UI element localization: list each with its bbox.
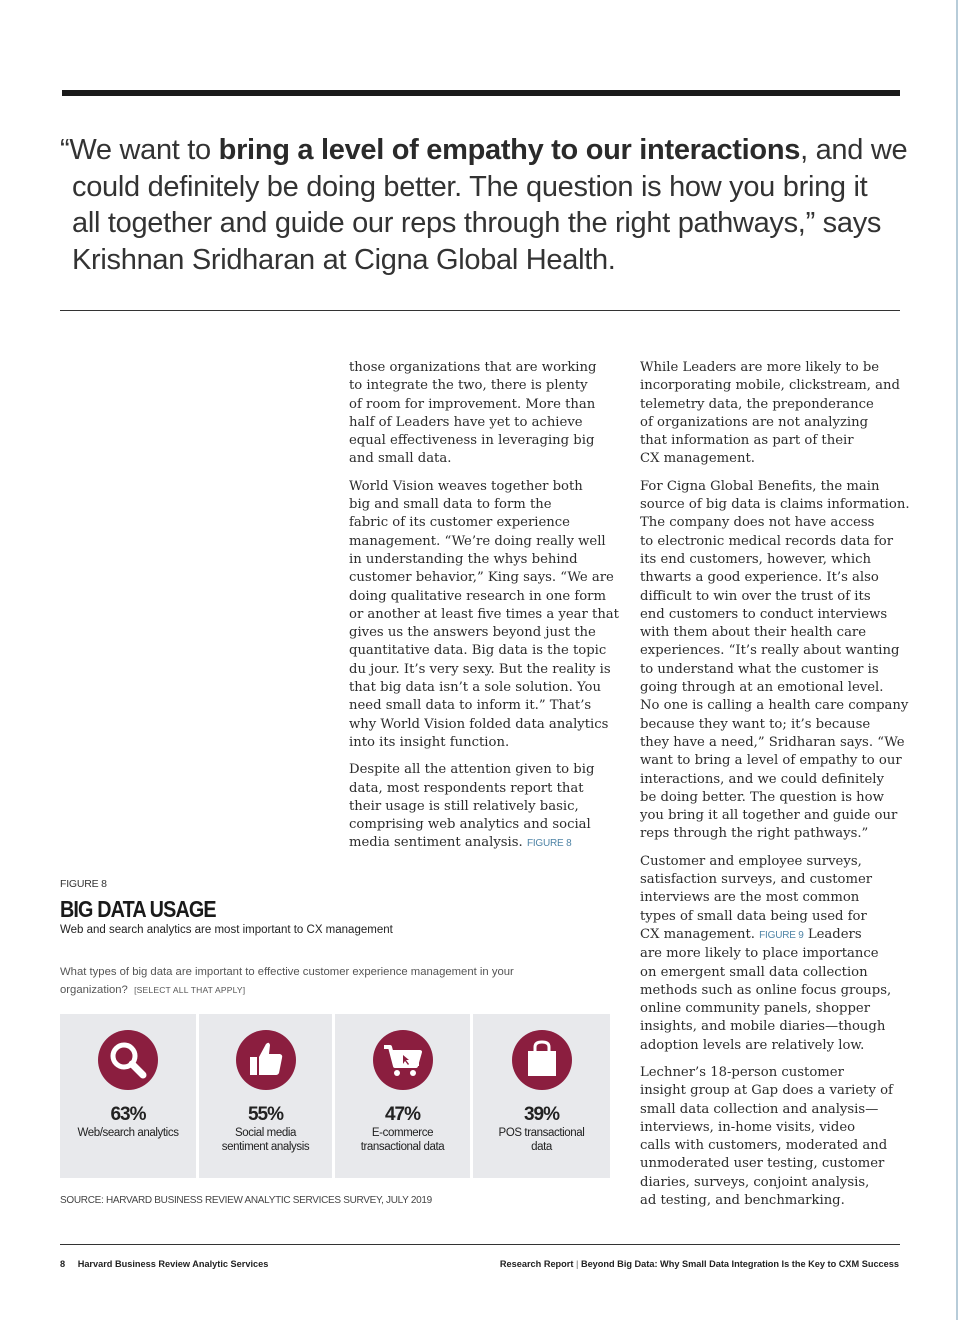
text-line: customer behavior,” King says. “We are [349,570,614,586]
text-line: diaries, surveys, conjoint analysis, [640,1174,870,1190]
text-line: to integrate the two, there is plenty [349,378,588,394]
text-line: going through at an emotional level. [640,680,884,696]
text-line: into its insight function. [349,734,510,750]
figure-source: SOURCE: HARVARD BUSINESS REVIEW ANALYTIC SERVICES SURVEY, JULY 2019 [60,1195,432,1206]
stat-label: POS transactional data [498,1127,585,1153]
text-line: in understanding the whys behind [349,551,578,567]
text-line: While Leaders are more likely to be [640,360,880,375]
text-line: online community panels, shopper [640,1001,871,1017]
text-line: or another at least five times a year that [349,606,619,622]
text-line: World Vision weaves together both [349,478,583,494]
text-line: methods such as online focus groups, [640,982,892,998]
stat-tile [335,1014,470,1178]
text-line: its end customers, however, which [640,551,871,567]
text-line: fabric of its customer experience [349,515,570,531]
text-line: big and small data to form the [349,497,552,513]
text-line: types of small data being used for [640,908,867,924]
text-line: those organizations that are working [349,360,597,375]
figure-reference[interactable]: FIGURE 9 [759,929,804,941]
text-line: half of Leaders have yet to achieve [349,414,583,430]
text-line: to electronic medical records data for [640,533,894,549]
question-text: What types of big data are important to effective customer experience management in your [60,966,514,978]
figure-label: FIGURE 8 [60,878,107,890]
text-line: comprising web analytics and social [349,817,591,833]
quote-line: Krishnan Sridharan at Cigna Global Health. [72,243,616,276]
text-line: small data collection and analysis— [640,1101,879,1117]
text-line: For Cigna Global Benefits, the main [640,478,880,494]
footer-right [500,1259,899,1269]
text-line: interviews are the most common [640,890,860,906]
report-label: Research Report [499,1259,574,1269]
page-number: 8 [60,1259,66,1269]
text-line: their usage is still relatively basic, [349,798,579,814]
stat-label: Web/search analytics [77,1127,179,1139]
quote-text: “We want to [60,134,219,166]
text-line: on emergent small data collection [640,964,868,980]
text-line: incorporating mobile, clickstream, and [640,378,900,394]
text-line: are more likely to place importance [640,946,879,962]
stat-percent: 63% [110,1104,146,1125]
stat-label: E-commerce transactional data [360,1127,445,1153]
stat-label: Social media sentiment analysis [221,1127,310,1153]
text-line: you bring it all together and guide our [640,808,898,824]
text-line: interviews, in-home visits, video [640,1119,856,1135]
text-line: telemetry data, the preponderance [640,396,874,412]
paragraph [640,853,908,1055]
text-line: source of big data is claims information. [640,497,910,513]
text-line: to understand what the customer is [640,661,879,677]
footer-separator: | [575,1259,579,1269]
text-line: end customers to conduct interviews [640,606,888,622]
text-line: need small data to inform it.” That’s [349,698,592,714]
shopping-cart-icon [373,1030,433,1090]
text-line: du jour. It’s very sexy. But the reality is [349,661,611,677]
text-line: quantitative data. Big data is the topic [349,643,607,659]
figure-tiles [60,1014,610,1178]
shopping-bag-icon [512,1030,572,1090]
text-line: they have a need,” Sridharan says. “We [640,734,905,750]
text-line: CX management. FIGURE 9 Leaders [640,926,862,942]
text-line: of organizations are not analyzing [640,414,869,430]
text-line: because they want to; it’s because [640,716,871,732]
text-line: experiences. “It’s really about wanting [640,643,900,659]
quote-line: could definitely be doing better. The question is how you bring it [72,170,868,203]
text-line: thwarts a good experience. It’s also [640,570,879,586]
stat-percent: 39% [523,1104,560,1125]
text-line: equal effectiveness in leveraging big [349,433,595,449]
text-line: that information as part of their [640,433,854,449]
page-edge-line [956,0,958,1320]
figure-reference[interactable]: FIGURE 8 [526,838,572,850]
stat-percent: 47% [384,1104,421,1125]
text-line: why World Vision folded data analytics [349,716,609,732]
body-column-right [640,359,908,1219]
text-line: CX management. [640,451,755,467]
quote-emphasis: bring a level of empathy to our interactions [218,134,801,166]
text-line: difficult to win over the trust of its [640,588,871,604]
paragraph [349,761,614,853]
footer-rule [60,1244,900,1245]
text-line: data, most respondents report that [349,780,584,796]
paragraph [640,478,908,844]
text-line: ad testing, and benchmarking. [640,1193,845,1209]
publisher-name: Harvard Business Review Analytic Services [77,1259,269,1269]
text-line: management. “We’re doing really well [349,533,606,549]
figure-question [60,963,600,999]
text-line: that big data isn’t a sole solution. You [349,680,601,696]
text-line: insights, and mobile diaries—though [640,1019,886,1035]
text-line: doing qualitative research in one form [349,588,606,604]
text-line: media sentiment analysis. FIGURE 8 [349,835,572,851]
stat-tile [60,1014,196,1178]
text-line: calls with customers, moderated and [640,1138,888,1154]
text-line: No one is calling a health care company [640,698,909,714]
text-line: with them about their health care [640,625,867,641]
report-title: Beyond Big Data: Why Small Data Integration Is the Key to CXM Success [580,1259,899,1269]
magnifier-icon [98,1030,158,1090]
text-line: The company does not have access [640,515,875,531]
text-line: want to bring a level of empathy to our [640,753,902,769]
top-rule [62,90,900,96]
quote-text: , and we [800,134,908,166]
paragraph [349,478,619,752]
select-note: [SELECT ALL THAT APPLY] [134,985,246,995]
text-line: adoption levels are relatively low. [640,1037,865,1053]
stat-percent: 55% [247,1104,284,1125]
quote-line [60,132,908,169]
quote-line: all together and guide our reps through the right pathways,” says [72,207,882,239]
text-line: satisfaction surveys, and customer [640,872,873,888]
text-line: Customer and employee surveys, [640,853,862,869]
paragraph [640,1064,908,1210]
quote-divider [60,310,900,311]
body-column-middle [349,359,619,863]
pull-quote [60,132,908,278]
text-line: of room for improvement. More than [349,396,596,412]
figure-subtitle: Web and search analytics are most important to CX management [60,924,393,936]
text-line: unmoderated user testing, customer [640,1156,885,1172]
text-line: interactions, and we could definitely [640,771,884,787]
figure-title: BIG DATA USAGE [60,896,216,922]
text-line: insight group at Gap does a variety of [640,1083,893,1099]
text-line: Despite all the attention given to big [349,762,595,778]
paragraph [349,359,614,469]
text-line: Lechner’s 18-person customer [640,1064,844,1080]
stat-tile [473,1014,610,1178]
text-line: reps through the right pathways.” [640,826,869,842]
text-line: gives us the answers beyond just the [349,625,596,641]
paragraph [640,359,908,469]
question-text: organization? [60,984,128,996]
footer-left [60,1259,268,1269]
thumbs-up-icon [236,1030,296,1090]
text-line: and small data. [349,451,452,467]
stat-tile [199,1014,332,1178]
text-line: be doing better. The question is how [640,789,884,805]
